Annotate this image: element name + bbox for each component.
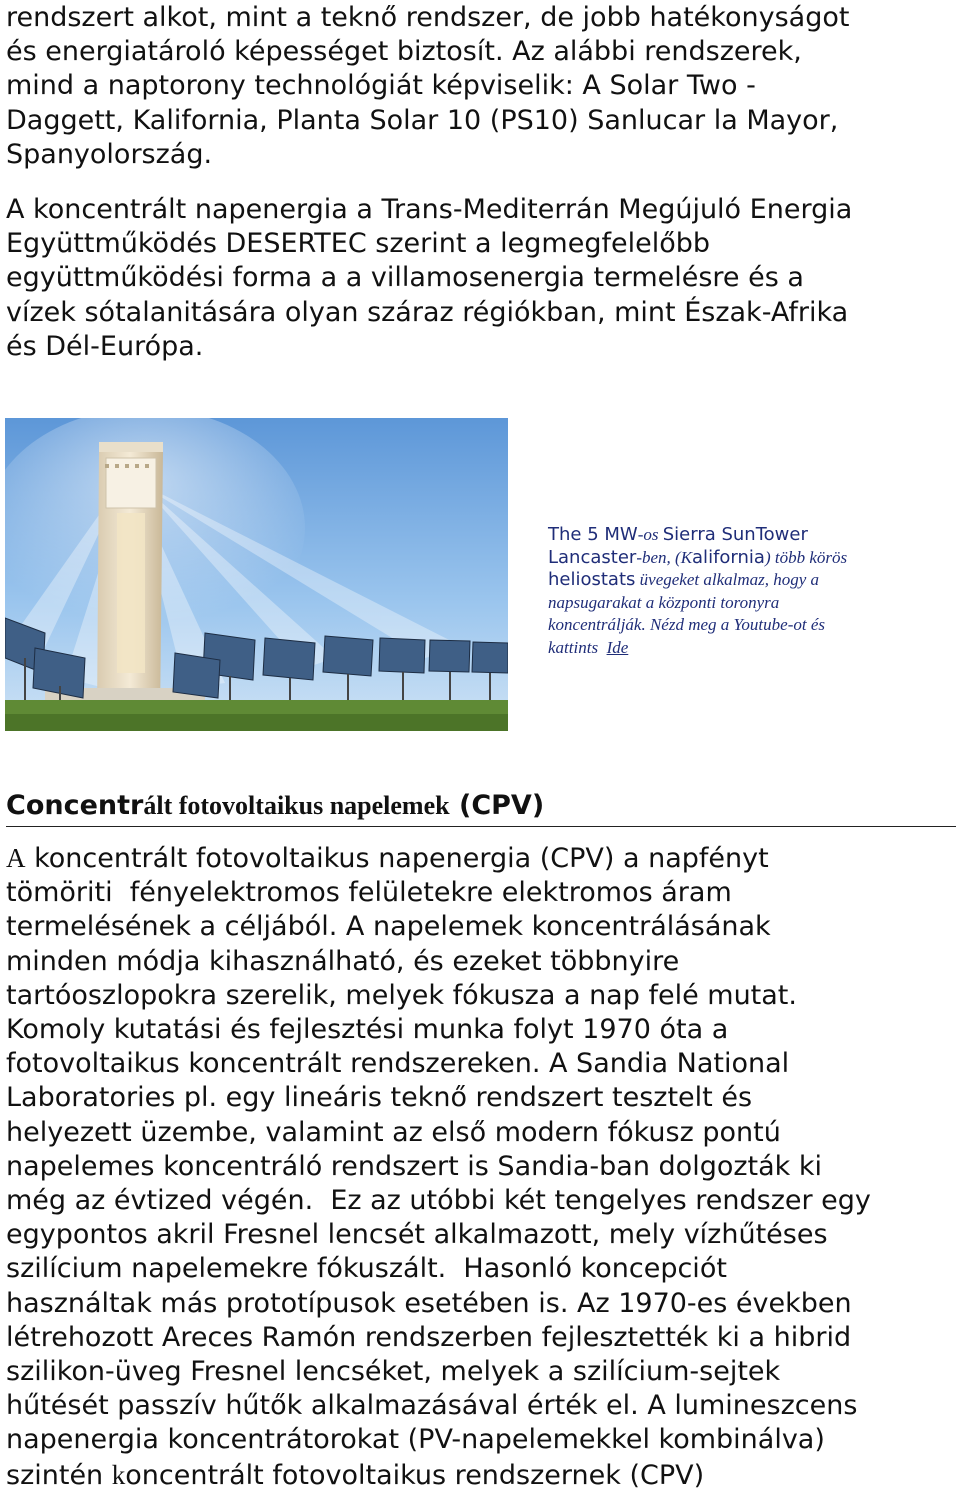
text-line: szilikon-üveg Fresnel lencséket, melyek a szilícium-sejtek — [6, 1356, 781, 1388]
text-line: hűtését passzív hűtők alkalmazásával érték el. A lumineszcens — [6, 1390, 858, 1422]
caption-line — [548, 547, 928, 570]
initial-letter: A — [6, 843, 26, 873]
text-line: minden módja kihasználható, és ezeket többnyire — [6, 945, 680, 977]
caption-line — [548, 569, 928, 592]
caption-line — [548, 637, 928, 660]
text-line: rendszert alkot, mint a teknő rendszer, de jobb hatékonyságot — [6, 2, 850, 33]
photo-caption — [548, 524, 928, 659]
text-line: Spanyolország. — [6, 138, 213, 170]
text-line: napelemes koncentráló rendszert is Sandia-ban dolgozták ki — [6, 1150, 823, 1182]
section-heading — [6, 790, 956, 827]
text-line: A koncentrált napenergia a Trans-Mediterrán Megújuló Energia — [6, 194, 853, 225]
text-line: tömöriti fényelektromos felületekre elektromos áram — [6, 877, 732, 909]
solar-tower-photo — [5, 418, 508, 731]
text-line: vízek sótalanitására olyan száraz régiókban, mint Észak-Afrika — [6, 296, 849, 328]
text-line: mind a naptorony technológiát képviselik: A Solar Two - — [6, 70, 756, 102]
caption-text: kattints — [548, 637, 607, 657]
heading-text: (CPV) — [449, 790, 545, 821]
text-line: és Dél-Európa. — [6, 330, 204, 362]
text-line: Daggett, Kalifornia, Planta Solar 10 (PS10) Sanlucar la Mayor, — [6, 104, 839, 136]
text-line: használtak más prototípusok esetében is. Az 1970-es években — [6, 1287, 852, 1319]
text-line: szilícium napelemekre fókuszált. Hasonló koncepciót — [6, 1253, 727, 1285]
intro-paragraph — [6, 1, 956, 172]
text-line: tartóoszlopokra szerelik, melyek fókusza a nap felé mutat. — [6, 979, 797, 1011]
caption-line — [548, 524, 928, 547]
text-line: és energiatároló képességet biztosít. Az alábbi rendszerek, — [6, 36, 802, 68]
text-line: egypontos akril Fresnel lencsét alkalmazott, mely vízhűtéses — [6, 1219, 828, 1251]
caption-text: alifornia — [692, 546, 765, 568]
caption-text: koncentrálják. Nézd meg a Youtube-ot és — [548, 615, 825, 634]
youtube-link[interactable]: Ide — [606, 637, 629, 657]
heading-text: ált fotovoltaikus napelemek — [143, 791, 450, 820]
text-line: Együttműködés DESERTEC szerint a legmegfelelőbb — [6, 228, 710, 260]
text-line — [6, 841, 956, 876]
text-line: fotovoltaikus koncentrált rendszereken. A Sandia National — [6, 1048, 790, 1080]
caption-text: Sierra SunTower — [662, 524, 808, 545]
caption-text: Lancaster — [548, 546, 637, 568]
text-span: szintén — [6, 1459, 112, 1491]
text-line: napenergia koncentrátorokat (PV-napelemekkel kombinálva) — [6, 1424, 825, 1456]
caption-text: -ben, ( — [636, 547, 681, 567]
heading-text: Concentr — [6, 790, 144, 821]
caption-text: -os — [637, 525, 663, 544]
caption-text: napsugarakat a központi toronyra — [548, 592, 780, 612]
text-line — [6, 1458, 956, 1493]
text-line: létrehozott Areces Ramón rendszerben fejlesztették ki a hibrid — [6, 1321, 852, 1353]
text-span: koncentrált fotovoltaikus napenergia (CPV) a napfényt — [25, 843, 769, 874]
text-line: még az évtized végén. Ez az utóbbi két tengelyes rendszer egy — [6, 1185, 871, 1217]
caption-line — [548, 614, 928, 637]
caption-text: ) több körös — [764, 547, 848, 567]
caption-text: üvegeket alkalmaz, hogy a — [635, 570, 820, 589]
cpv-paragraph — [6, 841, 956, 1493]
caption-text: K — [680, 547, 693, 567]
caption-text: heliostats — [548, 569, 636, 590]
caption-text: The 5 MW — [548, 524, 638, 545]
text-line: Komoly kutatási és fejlesztési munka folyt 1970 óta a — [6, 1014, 729, 1046]
text-line: együttműködési forma a a villamosenergia termelésre és a — [6, 262, 804, 294]
caption-line — [548, 592, 928, 615]
text-span: oncentrált fotovoltaikus rendszernek (CPV) — [125, 1459, 705, 1491]
text-line: termelésének a céljából. A napelemek koncentrálásának — [6, 911, 771, 943]
text-span: k — [111, 1459, 126, 1490]
text-line: helyezett üzembe, valamint az első modern fókusz pontú — [6, 1116, 781, 1148]
text-line: Laboratories pl. egy lineáris teknő rendszert tesztelt és — [6, 1082, 753, 1114]
desertec-paragraph — [6, 193, 956, 364]
